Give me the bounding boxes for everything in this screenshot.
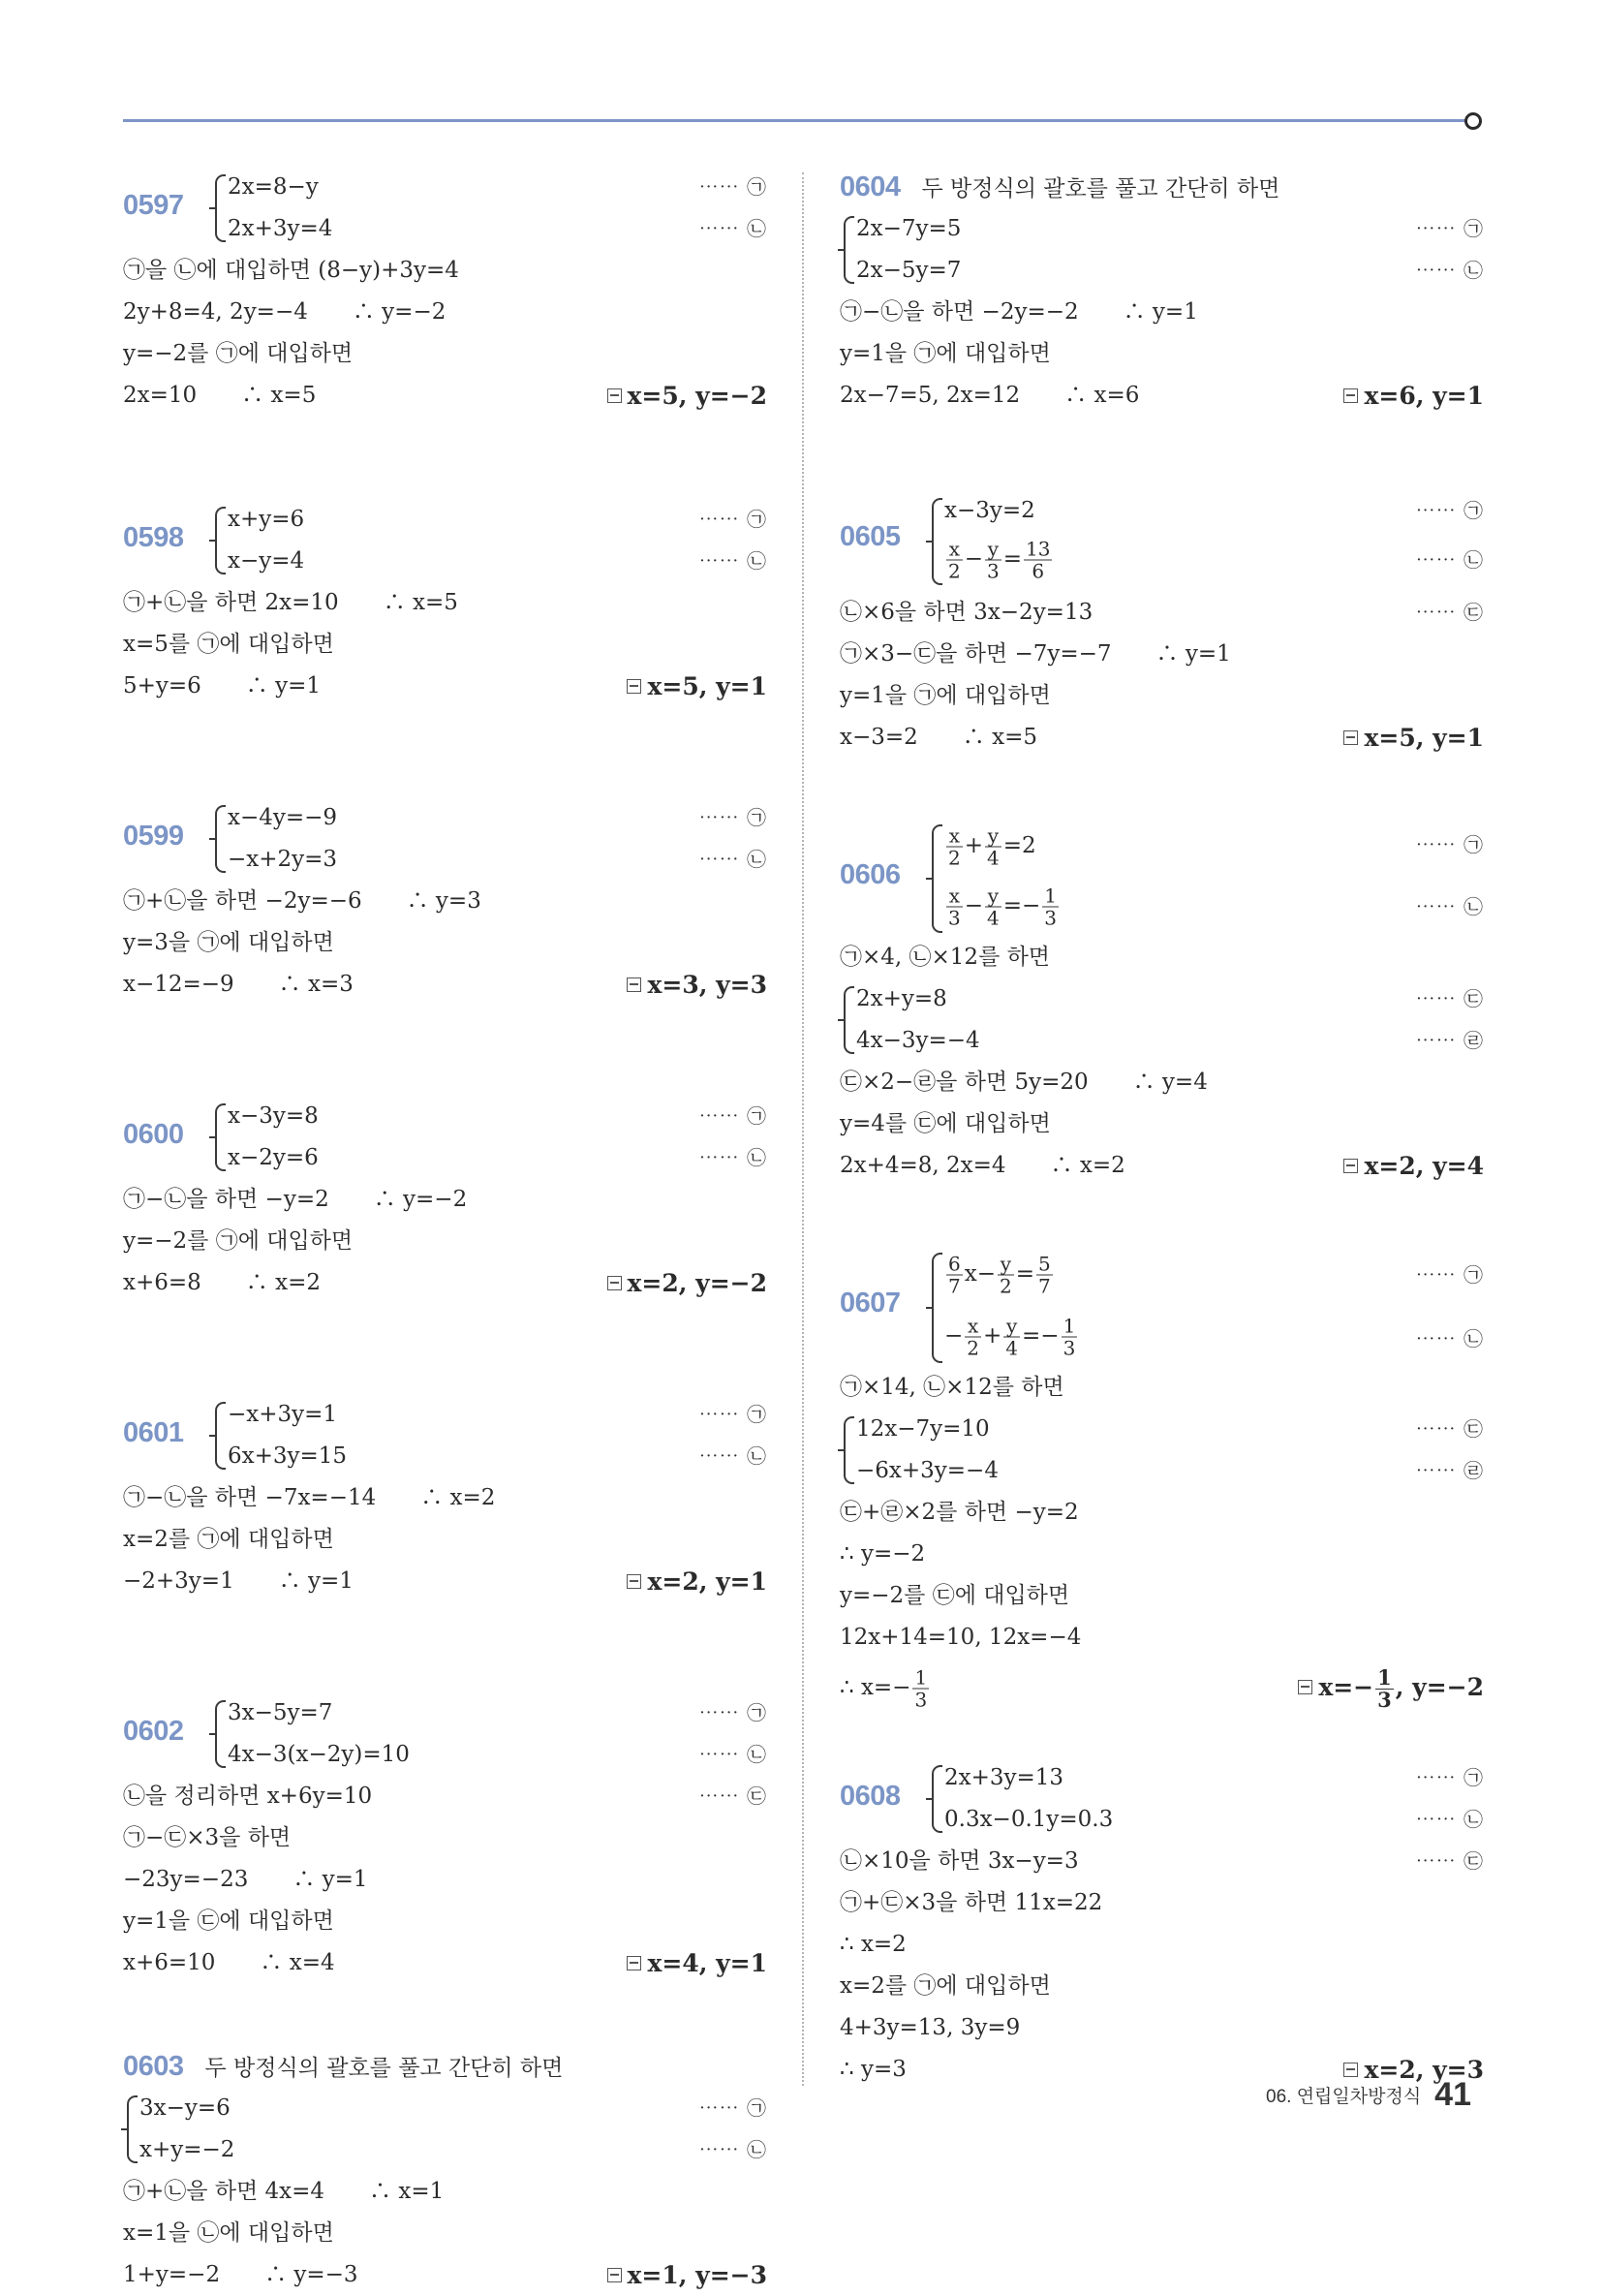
- solution-step: 2y+8=4, 2y=−4 ∴ y=−2: [123, 299, 447, 325]
- solution-step: y=1을 ㉠에 대입하면: [840, 341, 1051, 366]
- solution-step: x=5를 ㉠에 대입하면: [123, 632, 334, 657]
- answer-icon: [1343, 1159, 1358, 1173]
- solution-step: ㉠+㉡을 하면 4x=4 ∴ x=1: [123, 2179, 445, 2204]
- problem-0602: [123, 1692, 767, 1984]
- equation: x−3y=8: [228, 1103, 319, 1129]
- answer: [607, 2254, 767, 2296]
- header-rule: [123, 119, 1471, 122]
- answer-text: x=2, y=4: [1364, 1152, 1484, 1180]
- answer-icon: [627, 1956, 641, 1970]
- equation-tag: ⋯⋯ ㉠: [1415, 1263, 1484, 1287]
- solution-step: ㉢+㉣×2를 하면 −y=2: [840, 1500, 1079, 1525]
- problem-number: 0602: [123, 1716, 184, 1747]
- solution-step: y=−2를 ㉠에 대입하면: [123, 341, 354, 366]
- equation-tag: ⋯⋯ ㉠: [1415, 499, 1484, 522]
- system-brace: [844, 986, 854, 1054]
- answer-text: x=5, y=1: [647, 672, 767, 700]
- problem-number: 0607: [840, 1288, 901, 1319]
- equation-tag: ⋯⋯ ㉠: [698, 508, 767, 531]
- solution-step: 2x+4=8, 2x=4 ∴ x=2: [840, 1153, 1125, 1178]
- answer-icon: [627, 1574, 641, 1589]
- solution-step: 1+y=−2 ∴ y=−3: [123, 2262, 358, 2287]
- solution-step: y=3을 ㉠에 대입하면: [123, 930, 334, 955]
- answer-text: x=2, y=1: [647, 1567, 767, 1596]
- equation: 3x−y=6: [139, 2095, 231, 2121]
- equation-tag: ⋯⋯ ㉡: [1415, 1327, 1484, 1350]
- solution-step: ㉠−㉡을 하면 −y=2 ∴ y=−2: [123, 1187, 468, 1212]
- chapter-title: 06. 연립일차방정식: [1266, 2087, 1422, 2107]
- equation: − $\frac{x}{2}$ + $\frac{y}{4}$ =− $\frac{1}{3}$: [944, 1314, 1076, 1360]
- equation: 2x+y=8: [856, 986, 947, 1011]
- equation: 0.3x−0.1y=0.3: [944, 1807, 1114, 1832]
- equation: 4x−3y=−4: [856, 1028, 980, 1053]
- problem-number: 0598: [123, 522, 184, 553]
- solution-step: ∴ x=− $\frac{1}{3}$: [840, 1665, 928, 1712]
- solution-step: ㉠+㉡을 하면 2x=10 ∴ x=5: [123, 590, 458, 615]
- answer-icon: [1343, 730, 1358, 745]
- equation-tag: ⋯⋯ ㉠: [698, 175, 767, 199]
- solution-step: ∴ y=3: [840, 2057, 907, 2082]
- solution-step: ㉠+㉡을 하면 −2y=−6 ∴ y=3: [123, 888, 481, 914]
- equation-tag: ⋯⋯ ㉠: [698, 1403, 767, 1426]
- problem-0606: [840, 817, 1484, 1187]
- answer: [627, 964, 767, 1006]
- system-brace: [215, 1402, 226, 1470]
- system-brace: [215, 1103, 226, 1171]
- problem-0603: [123, 2046, 767, 2296]
- problem-intro: 두 방정식의 괄호를 풀고 간단히 하면: [204, 2056, 564, 2081]
- solution-step: ㉠−㉡을 하면 −2y=−2 ∴ y=1: [840, 299, 1198, 325]
- answer-icon: [1298, 1680, 1312, 1694]
- answer: [607, 375, 767, 417]
- equation-tag: ⋯⋯ ㉢: [1415, 987, 1484, 1010]
- equation-tag: ⋯⋯ ㉠: [698, 2096, 767, 2120]
- equation-tag: ⋯⋯ ㉡: [698, 549, 767, 573]
- problem-0601: [123, 1394, 767, 1602]
- left-column: [123, 167, 767, 2296]
- equation-tag: ⋯⋯ ㉢: [698, 1784, 767, 1808]
- problem-number: 0604: [840, 171, 901, 202]
- equation-tag: ⋯⋯ ㉡: [698, 1743, 767, 1766]
- solution-step: x=2를 ㉠에 대입하면: [123, 1527, 334, 1552]
- equation-tag: ⋯⋯ ㉢: [1415, 1849, 1484, 1873]
- solution-step: x+6=10 ∴ x=4: [123, 1950, 335, 1975]
- equation-tag: ⋯⋯ ㉢: [1415, 1417, 1484, 1441]
- problem-0597: [123, 167, 767, 417]
- answer-text: x=3, y=3: [647, 971, 767, 999]
- answer: [627, 1942, 767, 1984]
- solution-step: ∴ x=2: [840, 1932, 907, 1957]
- solution-step: ㉡×6을 하면 3x−2y=13: [840, 600, 1094, 625]
- equation: −x+2y=3: [228, 847, 338, 872]
- solution-step: y=−2를 ㉢에 대입하면: [840, 1583, 1070, 1608]
- answer-text: x=2, y=3: [1364, 2056, 1484, 2084]
- problem-number: 0608: [840, 1781, 901, 1812]
- problem-number: 0597: [123, 190, 184, 221]
- equation: −x+3y=1: [228, 1402, 338, 1427]
- answer: [1343, 375, 1484, 417]
- equation-tag: ⋯⋯ ㉣: [1415, 1029, 1484, 1052]
- answer-icon: [627, 977, 641, 992]
- answer-icon: [607, 2268, 622, 2282]
- right-column: [840, 167, 1484, 2091]
- system-brace: [932, 824, 942, 933]
- equation: $\frac{6}{7}$ x− $\frac{y}{2}$ = $\frac{5}{7}$: [948, 1252, 1051, 1298]
- equation-tag: ⋯⋯ ㉡: [1415, 548, 1484, 572]
- equation-tag: ⋯⋯ ㉡: [698, 217, 767, 240]
- equation: 2x−7y=5: [856, 216, 962, 241]
- system-brace: [127, 2095, 138, 2163]
- problem-number: 0606: [840, 859, 901, 890]
- solution-step: x−12=−9 ∴ x=3: [123, 972, 354, 997]
- solution-step: ㉠×3−㉢을 하면 −7y=−7 ∴ y=1: [840, 641, 1231, 667]
- equation: $\frac{x}{3}$ − $\frac{y}{4}$ =− $\frac{1}{3}$: [948, 884, 1058, 930]
- equation-tag: ⋯⋯ ㉡: [1415, 895, 1484, 918]
- solution-step: ㉠+㉢×3을 하면 11x=22: [840, 1890, 1103, 1915]
- solution-step: y=1을 ㉢에 대입하면: [123, 1908, 334, 1934]
- solution-step: ㉡×10을 하면 3x−y=3: [840, 1848, 1079, 1874]
- solution-step: −2+3y=1 ∴ y=1: [123, 1568, 354, 1594]
- answer: [1343, 1145, 1484, 1187]
- system-brace: [932, 1765, 942, 1833]
- equation-tag: ⋯⋯ ㉠: [698, 1104, 767, 1128]
- equation: x+y=−2: [139, 2137, 235, 2162]
- equation-tag: ⋯⋯ ㉢: [1415, 601, 1484, 624]
- solution-step: 12x+14=10, 12x=−4: [840, 1625, 1082, 1650]
- problem-0607: [840, 1245, 1484, 1719]
- equation-tag: ⋯⋯ ㉡: [698, 1444, 767, 1468]
- solution-step: ㉡을 정리하면 x+6y=10: [123, 1784, 373, 1809]
- problem-number: 0599: [123, 821, 184, 852]
- answer-text: x=1, y=−3: [627, 2261, 767, 2289]
- solution-step: ㉠×14, ㉡×12를 하면: [840, 1375, 1064, 1400]
- equation-tag: ⋯⋯ ㉣: [1415, 1459, 1484, 1482]
- solution-step: ㉠×4, ㉡×12를 하면: [840, 945, 1051, 970]
- problem-number: 0601: [123, 1417, 184, 1448]
- equation-tag: ⋯⋯ ㉠: [698, 1701, 767, 1724]
- answer-text: x=6, y=1: [1364, 382, 1484, 410]
- equation: x−4y=−9: [228, 805, 338, 830]
- answer-text: x=2, y=−2: [627, 1269, 767, 1297]
- equation: 2x+3y=4: [228, 216, 333, 241]
- solution-step: y=4를 ㉢에 대입하면: [840, 1111, 1051, 1136]
- system-brace: [215, 507, 226, 574]
- equation-tag: ⋯⋯ ㉡: [1415, 1808, 1484, 1831]
- page-number: 41: [1434, 2076, 1471, 2113]
- system-brace: [932, 498, 942, 585]
- page-footer: [1266, 2076, 1471, 2114]
- equation-tag: ⋯⋯ ㉡: [698, 1146, 767, 1169]
- problem-intro: 두 방정식의 괄호를 풀고 간단히 하면: [921, 176, 1280, 202]
- solution-step: ∴ y=−2: [840, 1541, 926, 1567]
- equation: 3x−5y=7: [228, 1700, 333, 1725]
- answer: x=− $\frac{1}{3}$ , y=−2: [1298, 1666, 1484, 1711]
- equation: 2x=8−y: [228, 174, 319, 200]
- equation: 12x−7y=10: [856, 1416, 990, 1442]
- solution-step: 4+3y=13, 3y=9: [840, 2015, 1021, 2040]
- answer: [627, 1561, 767, 1602]
- solution-step: ㉠−㉡을 하면 −7x=−14 ∴ x=2: [123, 1485, 496, 1510]
- solution-step: ㉠을 ㉡에 대입하면 (8−y)+3y=4: [123, 258, 459, 283]
- solution-step: x=1을 ㉡에 대입하면: [123, 2220, 334, 2246]
- answer-icon: [607, 1276, 622, 1290]
- solution-step: 5+y=6 ∴ y=1: [123, 673, 322, 698]
- answer-text: x=5, y=−2: [627, 382, 767, 410]
- equation: $\frac{x}{2}$ − $\frac{y}{3}$ = $\frac{13}{6}$: [948, 537, 1051, 583]
- answer-text: x=5, y=1: [1364, 724, 1484, 752]
- problem-0599: [123, 797, 767, 1006]
- solution-step: −23y=−23 ∴ y=1: [123, 1867, 368, 1892]
- system-brace: [215, 1700, 226, 1768]
- answer: [607, 1262, 767, 1304]
- problem-0608: [840, 1757, 1484, 2091]
- equation: x−y=4: [228, 548, 305, 574]
- equation: 2x−5y=7: [856, 258, 962, 283]
- system-brace: [215, 805, 226, 873]
- equation: x−2y=6: [228, 1145, 319, 1170]
- answer-text: x=4, y=1: [647, 1949, 767, 1977]
- answer-icon: [1343, 388, 1358, 403]
- system-brace: [844, 216, 854, 284]
- answer-icon: [627, 679, 641, 694]
- equation: 4x−3(x−2y)=10: [228, 1742, 410, 1767]
- answer-text: , y=−2: [1395, 1673, 1484, 1701]
- solution-step: ㉠−㉢×3을 하면: [123, 1825, 292, 1850]
- solution-step: y=−2를 ㉠에 대입하면: [123, 1228, 354, 1254]
- problem-0604: [840, 167, 1484, 417]
- problem-0605: [840, 490, 1484, 759]
- problem-0600: [123, 1096, 767, 1304]
- problem-0598: [123, 499, 767, 707]
- equation-tag: ⋯⋯ ㉡: [698, 2138, 767, 2161]
- equation-tag: ⋯⋯ ㉡: [698, 848, 767, 871]
- equation: 2x+3y=13: [944, 1765, 1064, 1790]
- solution-step: x+6=8 ∴ x=2: [123, 1270, 321, 1295]
- equation: 6x+3y=15: [228, 1443, 348, 1469]
- column-divider: [802, 172, 804, 2086]
- solution-step: x=2를 ㉠에 대입하면: [840, 1973, 1051, 1999]
- equation: −6x+3y=−4: [856, 1458, 999, 1483]
- header-rule-dot: [1464, 112, 1482, 130]
- solution-step: ㉢×2−㉣을 하면 5y=20 ∴ y=4: [840, 1070, 1208, 1095]
- equation-tag: ⋯⋯ ㉠: [1415, 217, 1484, 240]
- problem-number: 0603: [123, 2051, 184, 2082]
- system-brace: [844, 1416, 854, 1484]
- answer: [1343, 717, 1484, 759]
- solution-step: x−3=2 ∴ x=5: [840, 725, 1037, 750]
- problem-number: 0600: [123, 1119, 184, 1150]
- equation: $\frac{x}{2}$ + $\frac{y}{4}$ =2: [948, 823, 1036, 870]
- equation: x−3y=2: [944, 498, 1035, 523]
- equation-tag: ⋯⋯ ㉠: [1415, 833, 1484, 856]
- answer-text: x=−: [1318, 1673, 1374, 1701]
- solution-step: y=1을 ㉠에 대입하면: [840, 683, 1051, 708]
- answer-icon: [1343, 2063, 1358, 2077]
- equation: x+y=6: [228, 507, 305, 532]
- equation-tag: ⋯⋯ ㉡: [1415, 259, 1484, 282]
- problem-number: 0605: [840, 521, 901, 552]
- equation-tag: ⋯⋯ ㉠: [698, 806, 767, 829]
- equation-tag: ⋯⋯ ㉠: [1415, 1766, 1484, 1789]
- answer: [627, 666, 767, 707]
- answer-icon: [607, 388, 622, 403]
- solution-step: 2x−7=5, 2x=12 ∴ x=6: [840, 383, 1140, 408]
- system-brace: [215, 174, 226, 242]
- system-brace: [932, 1253, 942, 1363]
- solution-step: 2x=10 ∴ x=5: [123, 383, 317, 408]
